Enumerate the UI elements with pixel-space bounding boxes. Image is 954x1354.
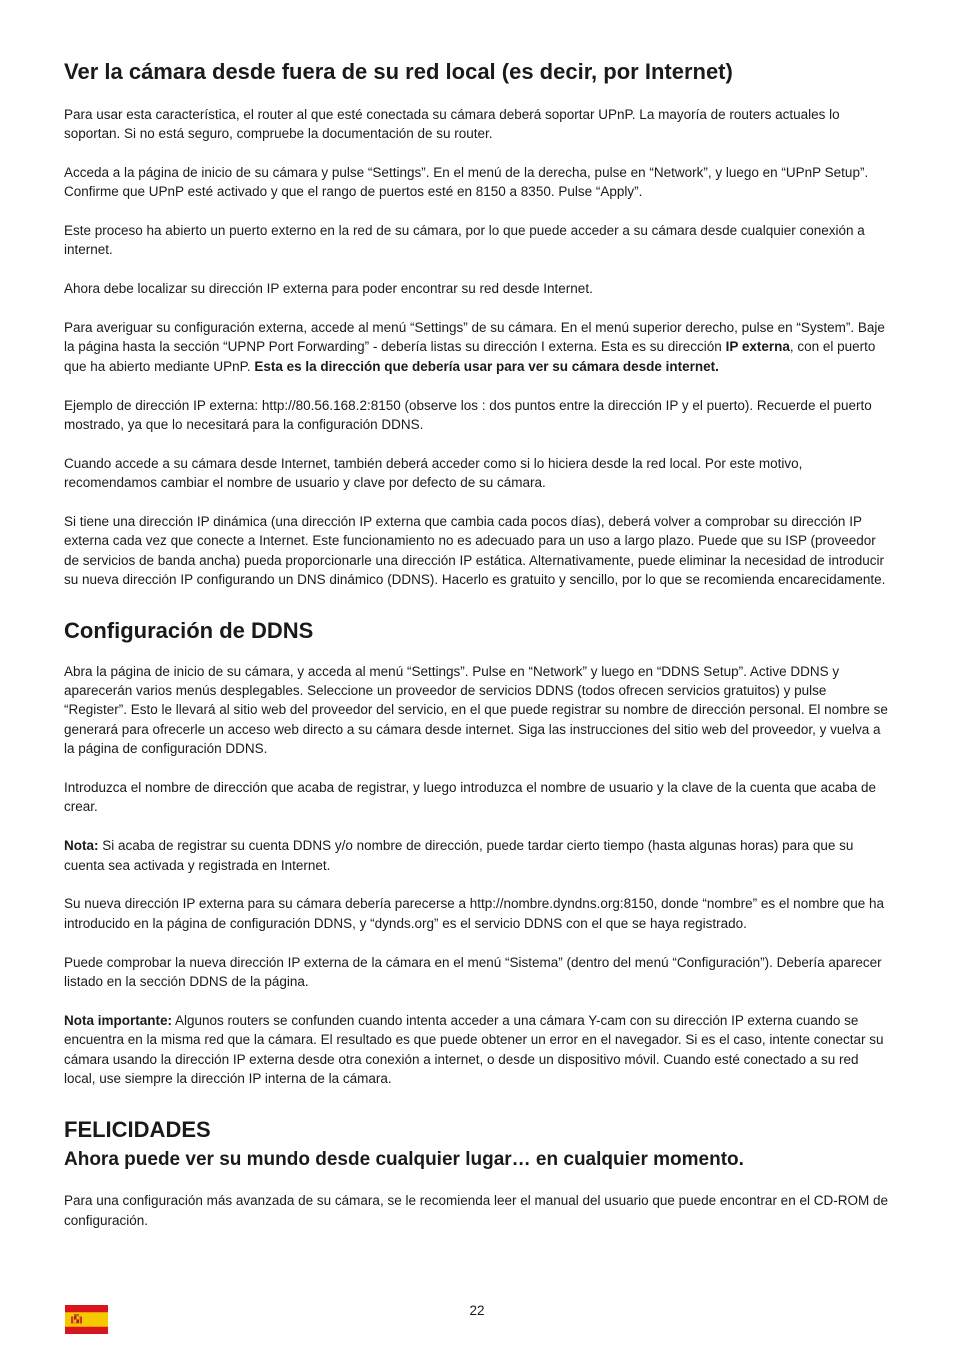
text-run: Si acaba de registrar su cuenta DDNS y/o nombre de dirección, puede tardar cierto tiempo (hasta algunas horas) para que su cuenta sea activada y registrada en Internet. [64, 838, 854, 873]
paragraph [64, 318, 890, 376]
text-run: Algunos routers se confunden cuando intenta acceder a una cámara Y-cam con su dirección IP externa cuando se encuentra en la misma red que la cámara. El resultado es que puede obtener un error en el navegador. Si es el caso, intente conectar su cámara usando la dirección IP externa desde otra conexión a internet, o desde un dispositivo móvil. Cuando esté conectado a su red local, use siempre la dirección IP interna de la cámara. [64, 1012, 884, 1087]
section-title-congrats: FELICIDADES [64, 1116, 211, 1142]
paragraph: Ahora debe localizar su dirección IP externa para poder encontrar su red desde Internet. [64, 281, 593, 297]
note-label: Nota: [64, 838, 99, 854]
paragraph: Acceda a la página de inicio de su cámara y pulse “Settings”. En el menú de la derecha, pulse en “Network”, y luego en “UPnP Setup”. Confirme que UPnP esté activado y que el rango de puertos esté en 8150 a 8350. Pulse “Apply”. [64, 164, 869, 200]
page-number: 22 [469, 1303, 485, 1318]
bold-text: Esta es la dirección que debería usar para ver su cámara desde internet. [254, 358, 719, 374]
paragraph: Puede comprobar la nueva dirección IP externa de la cámara en el menú “Sistema” (dentro del menú “Configuración”). Debería aparecer listado en la sección DDNS de la página. [64, 954, 882, 990]
paragraph: Para usar esta característica, el router al que esté conectada su cámara deberá soportar UPnP. La mayoría de routers actuales lo soportan. Si no está seguro, compruebe la documentación de su router. [64, 106, 840, 141]
paragraph: Su nueva dirección IP externa para su cámara debería parecerse a http://nombre.dyndns.org:8150, donde “nombre” es el nombre que ha introducido en la página de configuración DDNS, y “dynds.org” es el servicio DDNS con el que se haya registrado. [64, 896, 884, 931]
paragraph: Si tiene una dirección IP dinámica (una dirección IP externa que cambia cada pocos días), deberá volver a comprobar su dirección IP externa cada vez que conecte a Internet. Este funcionamiento no es adecuado para un uso a largo plazo. Puede que su ISP (proveedor de servicios de banda ancha) pueda proporcionarle una dirección IP estática. Alternativamente, puede eliminar la necesidad de introducir su nueva dirección IP configurando un DNS dinámico (DDNS). Hacerlo es gratuito y sencillo, por lo que se recomienda encarecidamente. [64, 514, 886, 588]
paragraph: Ejemplo de dirección IP externa: http://80.56.168.2:8150 (observe los : dos puntos entre la dirección IP y el puerto). Recuerde el puerto mostrado, ya que lo necesitará para la configuración DDNS. [64, 397, 872, 433]
spain-flag-icon [65, 1305, 108, 1334]
paragraph: Abra la página de inicio de su cámara, y acceda al menú “Settings”. Pulse en “Network” y luego en “DDNS Setup”. Active DDNS y aparecerán varios menús desplegables. Seleccione un proveedor de servicios DDNS (todos ofrecen servicios gratuitos) y pulse “Register”. Esto le llevará al sitio web del proveedor del servicio, en el que puede registrar su nombre de dirección personal. El nombre se generará para ofrecerle un acceso web directo a su cámara desde internet. Siga las instrucciones del sitio web del proveedor, y vuelva a la página de configuración DDNS. [64, 663, 888, 757]
section-title-ddns: Configuración de DDNS [64, 618, 314, 644]
text-run: Para averiguar su configuración externa, accede al menú “Settings” de su cámara. En el menú superior derecho, pulse en “System”. Baje la página hasta la sección “UPNP Port Forwarding” - debería listas su dirección I externa. Esta es su dirección [64, 320, 885, 355]
paragraph: Cuando accede a su cámara desde Internet, también deberá acceder como si lo hiciera desde la red local. Por este motivo, recomendamos cambiar el nombre de usuario y clave por defecto de su cámara. [64, 455, 803, 491]
section-title-remote-view: Ver la cámara desde fuera de su red local (es decir, por Internet) [64, 59, 733, 84]
section-subtitle: Ahora puede ver su mundo desde cualquier lugar… en cualquier momento. [64, 1149, 744, 1171]
bold-text: IP externa [725, 339, 790, 355]
paragraph: Para una configuración más avanzada de su cámara, se le recomienda leer el manual del usuario que puede encontrar en el CD-ROM de configuración. [64, 1193, 888, 1228]
paragraph [64, 836, 890, 875]
note-label: Nota importante: [64, 1012, 172, 1028]
paragraph: Introduzca el nombre de dirección que acaba de registrar, y luego introduzca el nombre de usuario y la clave de la cuenta que acaba de crear. [64, 780, 877, 815]
paragraph: Este proceso ha abierto un puerto externo en la red de su cámara, por lo que puede acceder a su cámara desde cualquier conexión a internet. [64, 223, 865, 258]
document-body [64, 58, 890, 1249]
text-run: , con el puerto que ha abierto mediante UPnP. [64, 339, 876, 374]
paragraph [64, 1011, 890, 1089]
